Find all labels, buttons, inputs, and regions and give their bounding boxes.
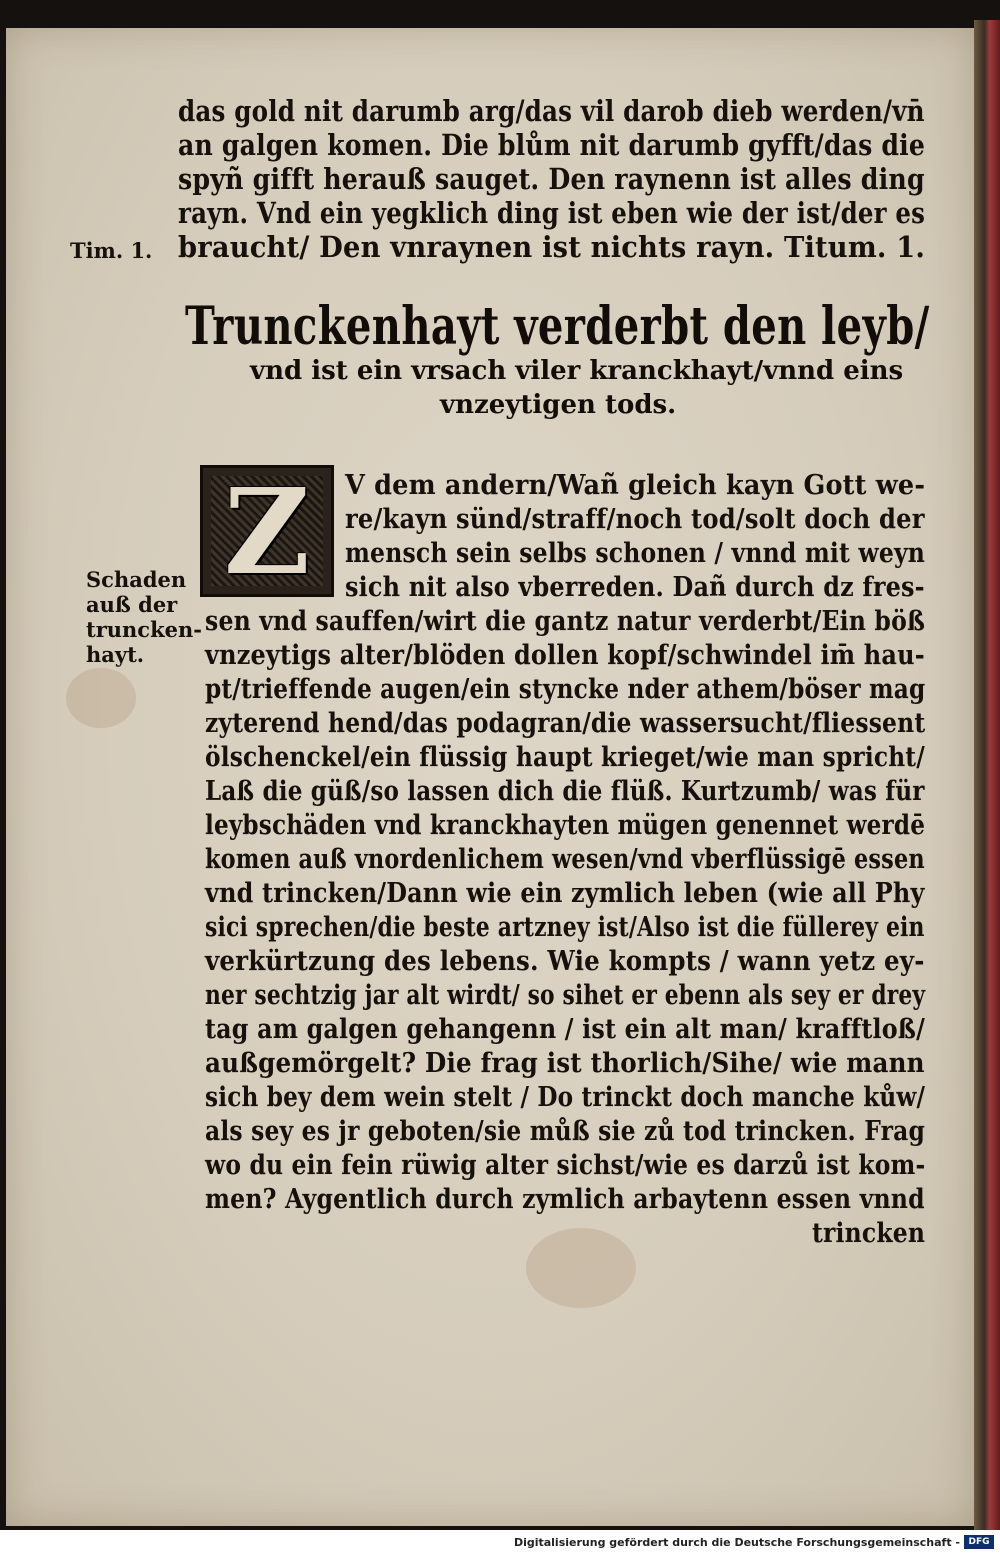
text-line: das gold nit darumb arg/das vil darob dieb werden/vn̄ — [178, 94, 925, 128]
text-line: sich nit also vberreden. Dañ durch dz fres- — [345, 572, 925, 603]
text-line: rayn. Vnd ein yegklich ding ist eben wie der ist/der es — [178, 196, 926, 230]
text-line: sen vnd sauffen/wirt die gantz natur verderbt/Ein böß — [205, 606, 926, 637]
text-line: pt/trieffende augen/ein styncke nder athem/böser mag — [205, 674, 926, 705]
text-line: vnzeytigs alter/blöden dollen kopf/schwindel im̄ hau- — [205, 640, 925, 671]
text-line: wo du ein fein rüwig alter sichst/wie es darzů ist kom- — [205, 1150, 926, 1181]
margin-note: truncken- — [86, 617, 202, 642]
text-line: an galgen komen. Die blům nit darumb gyfft/das die — [178, 128, 926, 162]
margin-reference: Tim. 1. — [70, 238, 153, 263]
footer-bar — [0, 1530, 1000, 1555]
text-line: V dem andern/Wañ gleich kayn Gott we- — [345, 470, 926, 501]
text-line: tag am galgen gehangenn / ist ein alt man/ krafftloß/ — [205, 1014, 925, 1045]
stain — [66, 668, 136, 728]
text-line: sich bey dem wein stelt / Do trinckt doch manche kůw/ — [205, 1082, 926, 1113]
text-line: ner sechtzig jar alt wirdt/ so sihet er ebenn als sey er drey — [205, 980, 926, 1011]
text-line: ölschenckel/ein flüssig haupt krieget/wie man spricht/ — [205, 742, 925, 773]
text-line: zyterend hend/das podagran/die wassersucht/fliessent — [205, 708, 926, 739]
text-line: als sey es jr geboten/sie můß sie zů tod trincken. Frag — [205, 1116, 926, 1147]
initial-letter: Z — [223, 461, 311, 601]
dfg-logo: DFG — [964, 1535, 994, 1549]
text-line: leybschäden vnd kranckhayten mügen genennet werdē — [205, 810, 926, 841]
margin-note: hayt. — [86, 642, 145, 667]
section-title: Trunckenhayt verderbt den leyb/ — [185, 296, 930, 357]
text-line: komen auß vnordenlichem wesen/vnd vberflüssigē essen — [205, 844, 925, 875]
section-subtitle: vnzeytigen tods. — [440, 390, 677, 420]
book-edge — [974, 20, 1000, 1530]
text-line: Laß die güß/so lassen dich die flüß. Kurtzumb/ was für — [205, 776, 925, 807]
text-line: sici sprechen/die beste artzney ist/Also ist die füllerey ein — [205, 912, 925, 943]
text-line: men? Aygentlich durch zymlich arbaytenn essen vnnd — [205, 1184, 925, 1215]
section-subtitle: vnd ist ein vrsach viler kranckhayt/vnnd eins — [250, 356, 904, 386]
catchword: trincken — [812, 1218, 926, 1249]
text-line: spyñ gifft herauß sauget. Den raynenn ist alles ding — [178, 162, 925, 196]
stain — [526, 1228, 636, 1308]
footer-credit: Digitalisierung gefördert durch die Deutsche Forschungsgemeinschaft - — [513, 1536, 960, 1549]
text-line: vnd trincken/Dann wie ein zymlich leben (wie all Phy — [205, 878, 925, 909]
margin-note: auß der — [86, 592, 178, 617]
text-line: verkürtzung des lebens. Wie kompts / wann yetz ey- — [205, 946, 925, 977]
text-line: re/kayn sünd/straff/noch tod/solt doch der — [345, 504, 925, 535]
text-line: braucht/ Den vnraynen ist nichts rayn. Titum. 1. — [178, 230, 926, 264]
text-line: mensch sein selbs schonen / vnnd mit weyn — [345, 538, 926, 569]
margin-note: Schaden — [86, 567, 187, 592]
text-line: außgemörgelt? Die frag ist thorlich/Sihe/ wie mann — [205, 1048, 925, 1079]
decorated-initial — [200, 461, 334, 601]
